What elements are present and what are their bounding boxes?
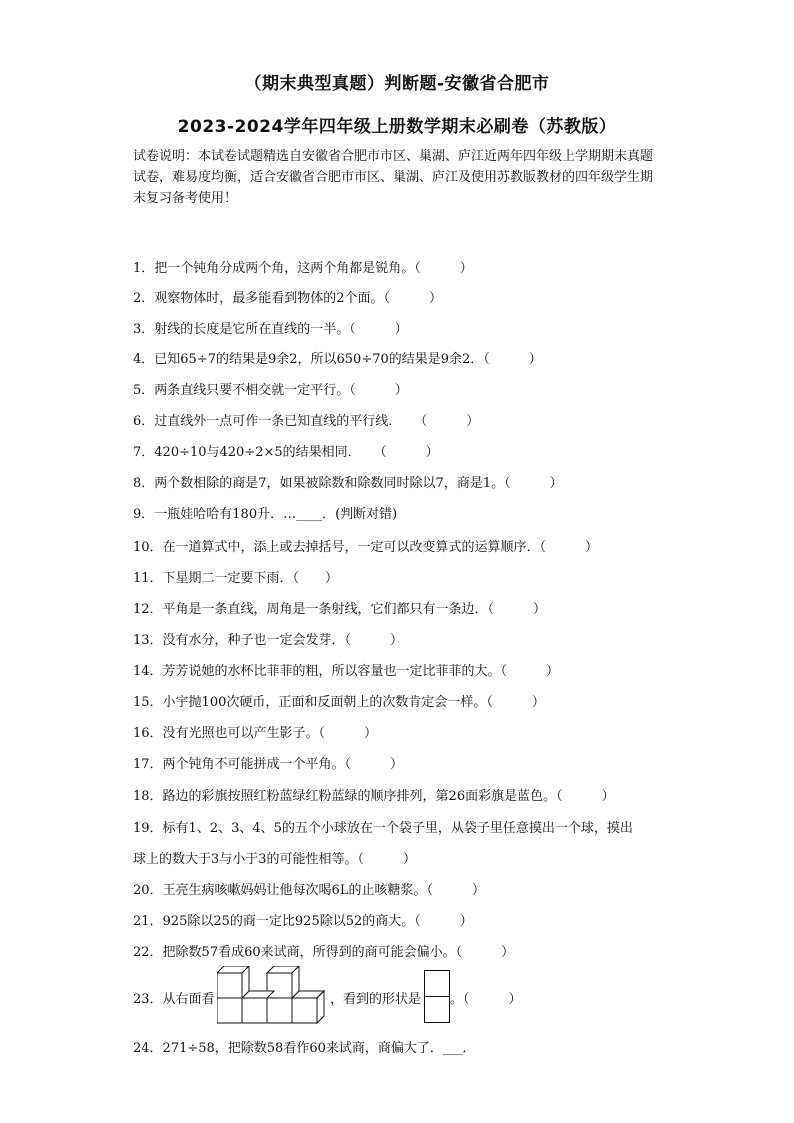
question-5: 5．两条直线只要不相交就一定平行。（ ） bbox=[133, 383, 408, 398]
title-line-1: （期末典型真题）判断题-安徽省合肥市 bbox=[244, 74, 550, 94]
question-21: 21．925除以25的商一定比925除以52的商大。（ ） bbox=[133, 914, 473, 929]
question-8: 8．两个数相除的商是7，如果被除数和除数同时除以7，商是1。（ ） bbox=[133, 476, 563, 491]
question-12: 12．平角是一条直线，周角是一条射线，它们都只有一条边．（ ） bbox=[133, 602, 547, 617]
question-1: 1．把一个钝角分成两个角，这两个角都是锐角。（ ） bbox=[133, 261, 473, 276]
question-9: 9．一瓶娃哈哈有180升．…____．(判断对错) bbox=[133, 507, 398, 522]
question-10: 10．在一道算式中，添上或去掉括号，一定可以改变算式的运算顺序．（ ） bbox=[133, 540, 599, 555]
answer-shape-figure bbox=[424, 970, 450, 1024]
question-2: 2．观察物体时，最多能看到物体的2个面。（ ） bbox=[133, 291, 443, 306]
question-17: 17．两个钝角不可能拼成一个平角。（ ） bbox=[133, 757, 404, 772]
question-23-suffix: 。（ ） bbox=[450, 992, 522, 1007]
title-line-2: 2023-2024学年四年级上册数学期末必刷卷（苏教版） bbox=[177, 117, 617, 137]
question-6: 6．过直线外一点可作一条已知直线的平行线． （ ） bbox=[133, 414, 480, 429]
question-7: 7．420÷10与420÷2×5的结果相同． （ ） bbox=[133, 445, 439, 460]
question-4: 4．已知65÷7的结果是9余2，所以650÷70的结果是9余2．（ ） bbox=[133, 352, 542, 367]
question-23-middle: ，看到的形状是 bbox=[330, 992, 422, 1007]
question-20: 20．王亮生病咳嗽妈妈让他每次喝6L的止咳糖浆。（ ） bbox=[133, 883, 485, 898]
question-19-line-2: 球上的数大于3与小于3的可能性相等。（ ） bbox=[133, 852, 417, 867]
exam-description: 试卷说明：本试卷试题精选自安徽省合肥市市区、巢湖、庐江近两年四年级上学期期末真题试卷，难易度均衡，适合安徽省合肥市市区、巢湖、庐江及使用苏教版教材的四年级学生期末复习备考使用！ bbox=[133, 149, 654, 206]
question-11: 11．下星期二一定要下雨．（ ） bbox=[133, 571, 339, 586]
cube-stack-figure bbox=[217, 966, 329, 1026]
question-22: 22．把除数57看成60来试商，所得到的商可能会偏小。（ ） bbox=[133, 945, 515, 960]
question-23-prefix: 23．从右面看 bbox=[133, 992, 215, 1007]
question-18: 18．路边的彩旗按照红粉蓝绿红粉蓝绿的顺序排列，第26面彩旗是蓝色。（ ） bbox=[133, 789, 615, 804]
question-14: 14．芳芳说她的水杯比菲菲的粗，所以容量也一定比菲菲的大。（ ） bbox=[133, 664, 560, 679]
question-13: 13．没有水分，种子也一定会发芽．（ ） bbox=[133, 633, 404, 648]
question-3: 3．射线的长度是它所在直线的一半。（ ） bbox=[133, 322, 408, 337]
question-19-line-1: 19．标有1、2、3、4、5的五个小球放在一个袋子里，从袋子里任意摸出一个球，摸出 bbox=[133, 821, 633, 836]
question-16: 16．没有光照也可以产生影子。（ ） bbox=[133, 726, 378, 741]
question-24: 24．271÷58，把除数58看作60来试商，商偏大了．___． bbox=[133, 1041, 476, 1056]
question-15: 15．小宇抛100次硬币，正面和反面朝上的次数肯定会一样。（ ） bbox=[133, 695, 545, 710]
